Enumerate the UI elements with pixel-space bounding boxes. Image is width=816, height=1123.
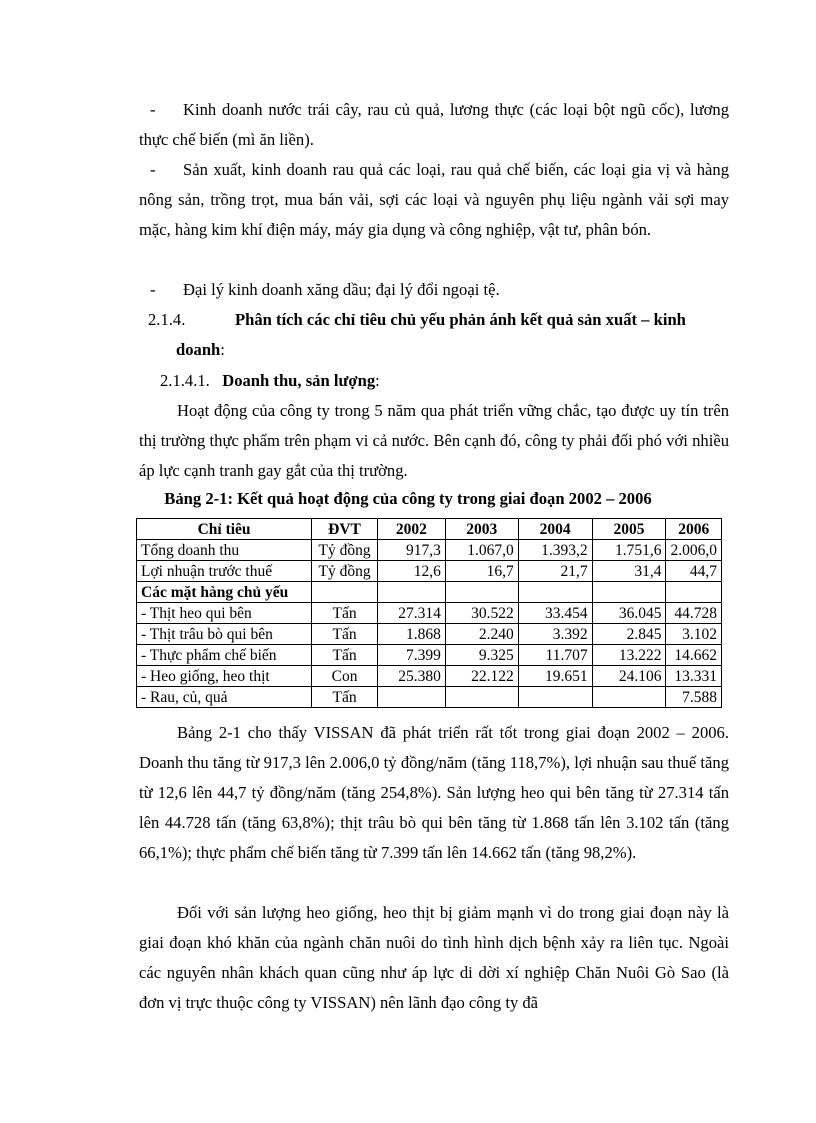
value-cell	[592, 687, 666, 708]
table-row	[137, 561, 722, 582]
header-cell: 2006	[666, 519, 722, 540]
unit-cell: Tấn	[312, 624, 378, 645]
unit-cell: Tấn	[312, 645, 378, 666]
table-row	[137, 666, 722, 687]
table-header-row	[137, 519, 722, 540]
value-cell: 3.392	[518, 624, 592, 645]
value-cell	[518, 687, 592, 708]
unit-cell	[312, 582, 378, 603]
value-cell: 27.314	[377, 603, 445, 624]
bullet-dash: -	[150, 100, 156, 119]
value-cell: 21,7	[518, 561, 592, 582]
bullet-text: Sản xuất, kinh doanh rau quả các loại, rau quả chế biến, các loại gia vị và hàng nông sản, trồng trọt, mua bán vải, sợi các loại và nguyên phụ liệu ngành vải sợi may mặc, hàng kim khí điện máy, máy gia dụng và công nghiệp, vật tư, phân bón.	[139, 160, 729, 239]
value-cell: 36.045	[592, 603, 666, 624]
value-cell: 25.380	[377, 666, 445, 687]
value-cell: 3.102	[666, 624, 722, 645]
value-cell	[666, 582, 722, 603]
bullet-text: Đại lý kinh doanh xăng dầu; đại lý đổi ngoại tệ.	[183, 280, 500, 299]
section-title-line1	[235, 305, 729, 335]
unit-cell: Tấn	[312, 687, 378, 708]
value-cell	[592, 582, 666, 603]
value-cell: 44,7	[666, 561, 722, 582]
value-cell: 22.122	[445, 666, 518, 687]
subsection-number: 2.1.4.1.	[160, 371, 210, 390]
value-cell: 9.325	[445, 645, 518, 666]
bullet-text: Kinh doanh nước trái cây, rau củ quả, lương thực (các loại bột ngũ cốc), lương thực chế biến (mì ăn liền).	[139, 100, 729, 149]
value-cell: 12,6	[377, 561, 445, 582]
header-cell: Chỉ tiêu	[137, 519, 312, 540]
row-label: - Thịt heo qui bên	[137, 603, 312, 624]
value-cell: 7.399	[377, 645, 445, 666]
row-label: - Thực phẩm chế biến	[137, 645, 312, 666]
value-cell: 13.331	[666, 666, 722, 687]
intro-paragraph: Hoạt động của công ty trong 5 năm qua phát triển vững chắc, tạo được uy tín trên thị trường thực phẩm trên phạm vi cả nước. Bên cạnh đó, công ty phải đối phó với nhiều áp lực cạnh tranh gay gắt của thị trường.	[139, 401, 729, 480]
row-label: - Rau, củ, quả	[137, 687, 312, 708]
value-cell: 11.707	[518, 645, 592, 666]
analysis-paragraph: Bảng 2-1 cho thấy VISSAN đã phát triển rất tốt trong giai đoạn 2002 – 2006. Doanh thu tăng từ 917,3 lên 2.006,0 tỷ đồng/năm (tăng 118,7%), lợi nhuận sau thuế tăng từ 12,6 lên 44,7 tỷ đồng/năm (tăng 254,8%). Sản lượng heo qui bên tăng từ 27.314 tấn lên 44.728 tấn (tăng 63,8%); thịt trâu bò qui bên tăng từ 1.868 tấn lên 3.102 tấn (tăng 66,1%); thực phẩm chế biến tăng từ 7.399 tấn lên 14.662 tấn (tăng 98,2%).	[139, 723, 729, 862]
value-cell: 33.454	[518, 603, 592, 624]
value-cell	[445, 687, 518, 708]
table-group-row	[137, 582, 722, 603]
header-cell: ĐVT	[312, 519, 378, 540]
table-row	[137, 624, 722, 645]
table-caption: Bảng 2-1: Kết quả hoạt động của công ty trong giai đoạn 2002 – 2006	[164, 489, 652, 508]
value-cell: 7.588	[666, 687, 722, 708]
unit-cell: Tỷ đồng	[312, 561, 378, 582]
value-cell	[518, 582, 592, 603]
value-cell: 31,4	[592, 561, 666, 582]
value-cell: 19.651	[518, 666, 592, 687]
value-cell: 13.222	[592, 645, 666, 666]
header-cell: 2004	[518, 519, 592, 540]
results-table	[136, 518, 722, 708]
group-label: Các mặt hàng chủ yếu	[137, 582, 312, 603]
row-label: - Thịt trâu bò qui bên	[137, 624, 312, 645]
value-cell: 2.240	[445, 624, 518, 645]
value-cell: 1.067,0	[445, 540, 518, 561]
header-cell: 2003	[445, 519, 518, 540]
value-cell: 2.006,0	[666, 540, 722, 561]
subsection-colon: :	[375, 371, 380, 390]
bullet-item	[139, 155, 729, 245]
value-cell	[377, 687, 445, 708]
table-row	[137, 687, 722, 708]
value-cell: 44.728	[666, 603, 722, 624]
row-label: - Heo giống, heo thịt	[137, 666, 312, 687]
value-cell: 24.106	[592, 666, 666, 687]
value-cell: 30.522	[445, 603, 518, 624]
bullet-item	[139, 95, 729, 155]
section-colon: :	[220, 340, 225, 359]
section-title-text: Phân tích các chỉ tiêu chủ yếu phản ánh kết quả sản xuất – kinh	[235, 310, 686, 329]
table-row	[137, 603, 722, 624]
section-title-text-cont: doanh	[176, 340, 221, 359]
value-cell: 1.393,2	[518, 540, 592, 561]
bullet-dash: -	[150, 160, 156, 179]
row-label: Tổng doanh thu	[137, 540, 312, 561]
bullet-item	[139, 275, 729, 305]
value-cell	[445, 582, 518, 603]
unit-cell: Con	[312, 666, 378, 687]
value-cell: 917,3	[377, 540, 445, 561]
value-cell: 1.751,6	[592, 540, 666, 561]
row-label: Lợi nhuận trước thuế	[137, 561, 312, 582]
value-cell: 1.868	[377, 624, 445, 645]
table-row	[137, 645, 722, 666]
value-cell: 14.662	[666, 645, 722, 666]
header-cell: 2005	[592, 519, 666, 540]
bullet-dash: -	[150, 280, 156, 299]
value-cell	[377, 582, 445, 603]
section-number: 2.1.4.	[148, 310, 186, 329]
section-title-line2	[176, 335, 225, 365]
value-cell: 16,7	[445, 561, 518, 582]
subsection-heading	[160, 366, 380, 396]
unit-cell: Tỷ đồng	[312, 540, 378, 561]
table-row	[137, 540, 722, 561]
value-cell: 2.845	[592, 624, 666, 645]
pigs-paragraph: Đối với sản lượng heo giống, heo thịt bị giảm mạnh vì do trong giai đoạn này là giai đoạn khó khăn của ngành chăn nuôi do tình hình dịch bệnh xảy ra liên tục. Ngoài các nguyên nhân khách quan cũng như áp lực di dời xí nghiệp Chăn Nuôi Gò Sao (là đơn vị trực thuộc công ty VISSAN) nên lãnh đạo công ty đã	[139, 903, 729, 1012]
subsection-title: Doanh thu, sản lượng	[222, 371, 376, 390]
unit-cell: Tấn	[312, 603, 378, 624]
header-cell: 2002	[377, 519, 445, 540]
